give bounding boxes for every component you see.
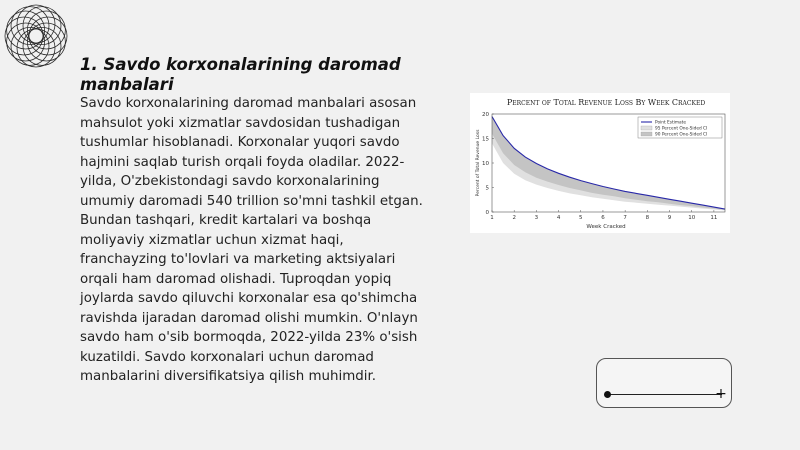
seek-start-dot-icon[interactable] [604,391,611,398]
slide-body-text: Savdo korxonalarining daromad manbalari asosan mahsulot yoki xizmatlar savdosidan tushadigan tushumlar hisoblanadi. Korxonalar yuqori savdo hajmini saqlab turish orqali foyda oladilar. 2022-yilda, O'zbekistondagi savdo korxonalarining umumiy daromadi 540 trillion so'mni tashkil etgan. Bundan tashqari, kredit kartalari va boshqa moliyaviy xizmatlar uchun xizmat haqi, franchayzing to'lovlari va marketing aktsiyalari orqali ham daromad olishadi. Tuproqdan yopiq joylarda savdo qiluvchi korxonalar esa qo'shimcha ravishda ijaradan daromad olishi mumkin. O'nlayn savdo ham o'sib bormoqda, 2022-yilda 23% o'sish kuzatildi. Savdo korxonalari uchun daromad manbalarini diversifikatsiya qilish muhimdir. [80,96,423,384]
x-tick-label: 6 [601,215,605,221]
seek-end-plus-icon[interactable]: + [715,386,727,402]
x-tick-label: 7 [623,215,627,221]
media-control-box [596,358,732,408]
y-tick-label: 10 [482,161,489,167]
legend-swatch-area [641,126,652,130]
x-tick-label: 10 [688,215,696,221]
chart-svg [470,93,730,233]
y-tick-label: 0 [485,210,489,216]
x-tick-label: 3 [534,215,539,221]
legend-label: Point Estimate [655,120,687,126]
legend-swatch-area [641,132,652,136]
revenue-loss-chart [470,93,730,233]
chart-title: Percent of Total Revenue Loss By Week Cracked [506,98,706,107]
x-tick-label: 5 [579,215,583,221]
x-tick-label: 2 [512,215,516,221]
chart-legend [638,117,722,138]
x-tick-label: 4 [556,215,561,221]
legend-label: 95 Percent One-Sided CI [655,126,708,132]
spirograph-logo-icon [2,2,70,70]
x-tick-label: 1 [490,215,494,221]
y-tick-label: 5 [485,185,489,192]
chart-x-axis-label: Week Cracked [586,224,626,230]
slide-title: 1. Savdo korxonalarining daromad manbalari [80,55,401,94]
y-tick-label: 20 [482,112,489,118]
x-tick-label: 11 [710,215,718,221]
y-tick-label: 15 [482,136,489,143]
chart-y-axis-label: Percent of Total Revenue Loss [476,129,481,197]
x-tick-label: 9 [667,215,672,221]
x-tick-label: 8 [645,215,650,221]
legend-label: 90 Percent One-Sided CI [655,132,708,138]
seek-track[interactable] [607,394,722,395]
